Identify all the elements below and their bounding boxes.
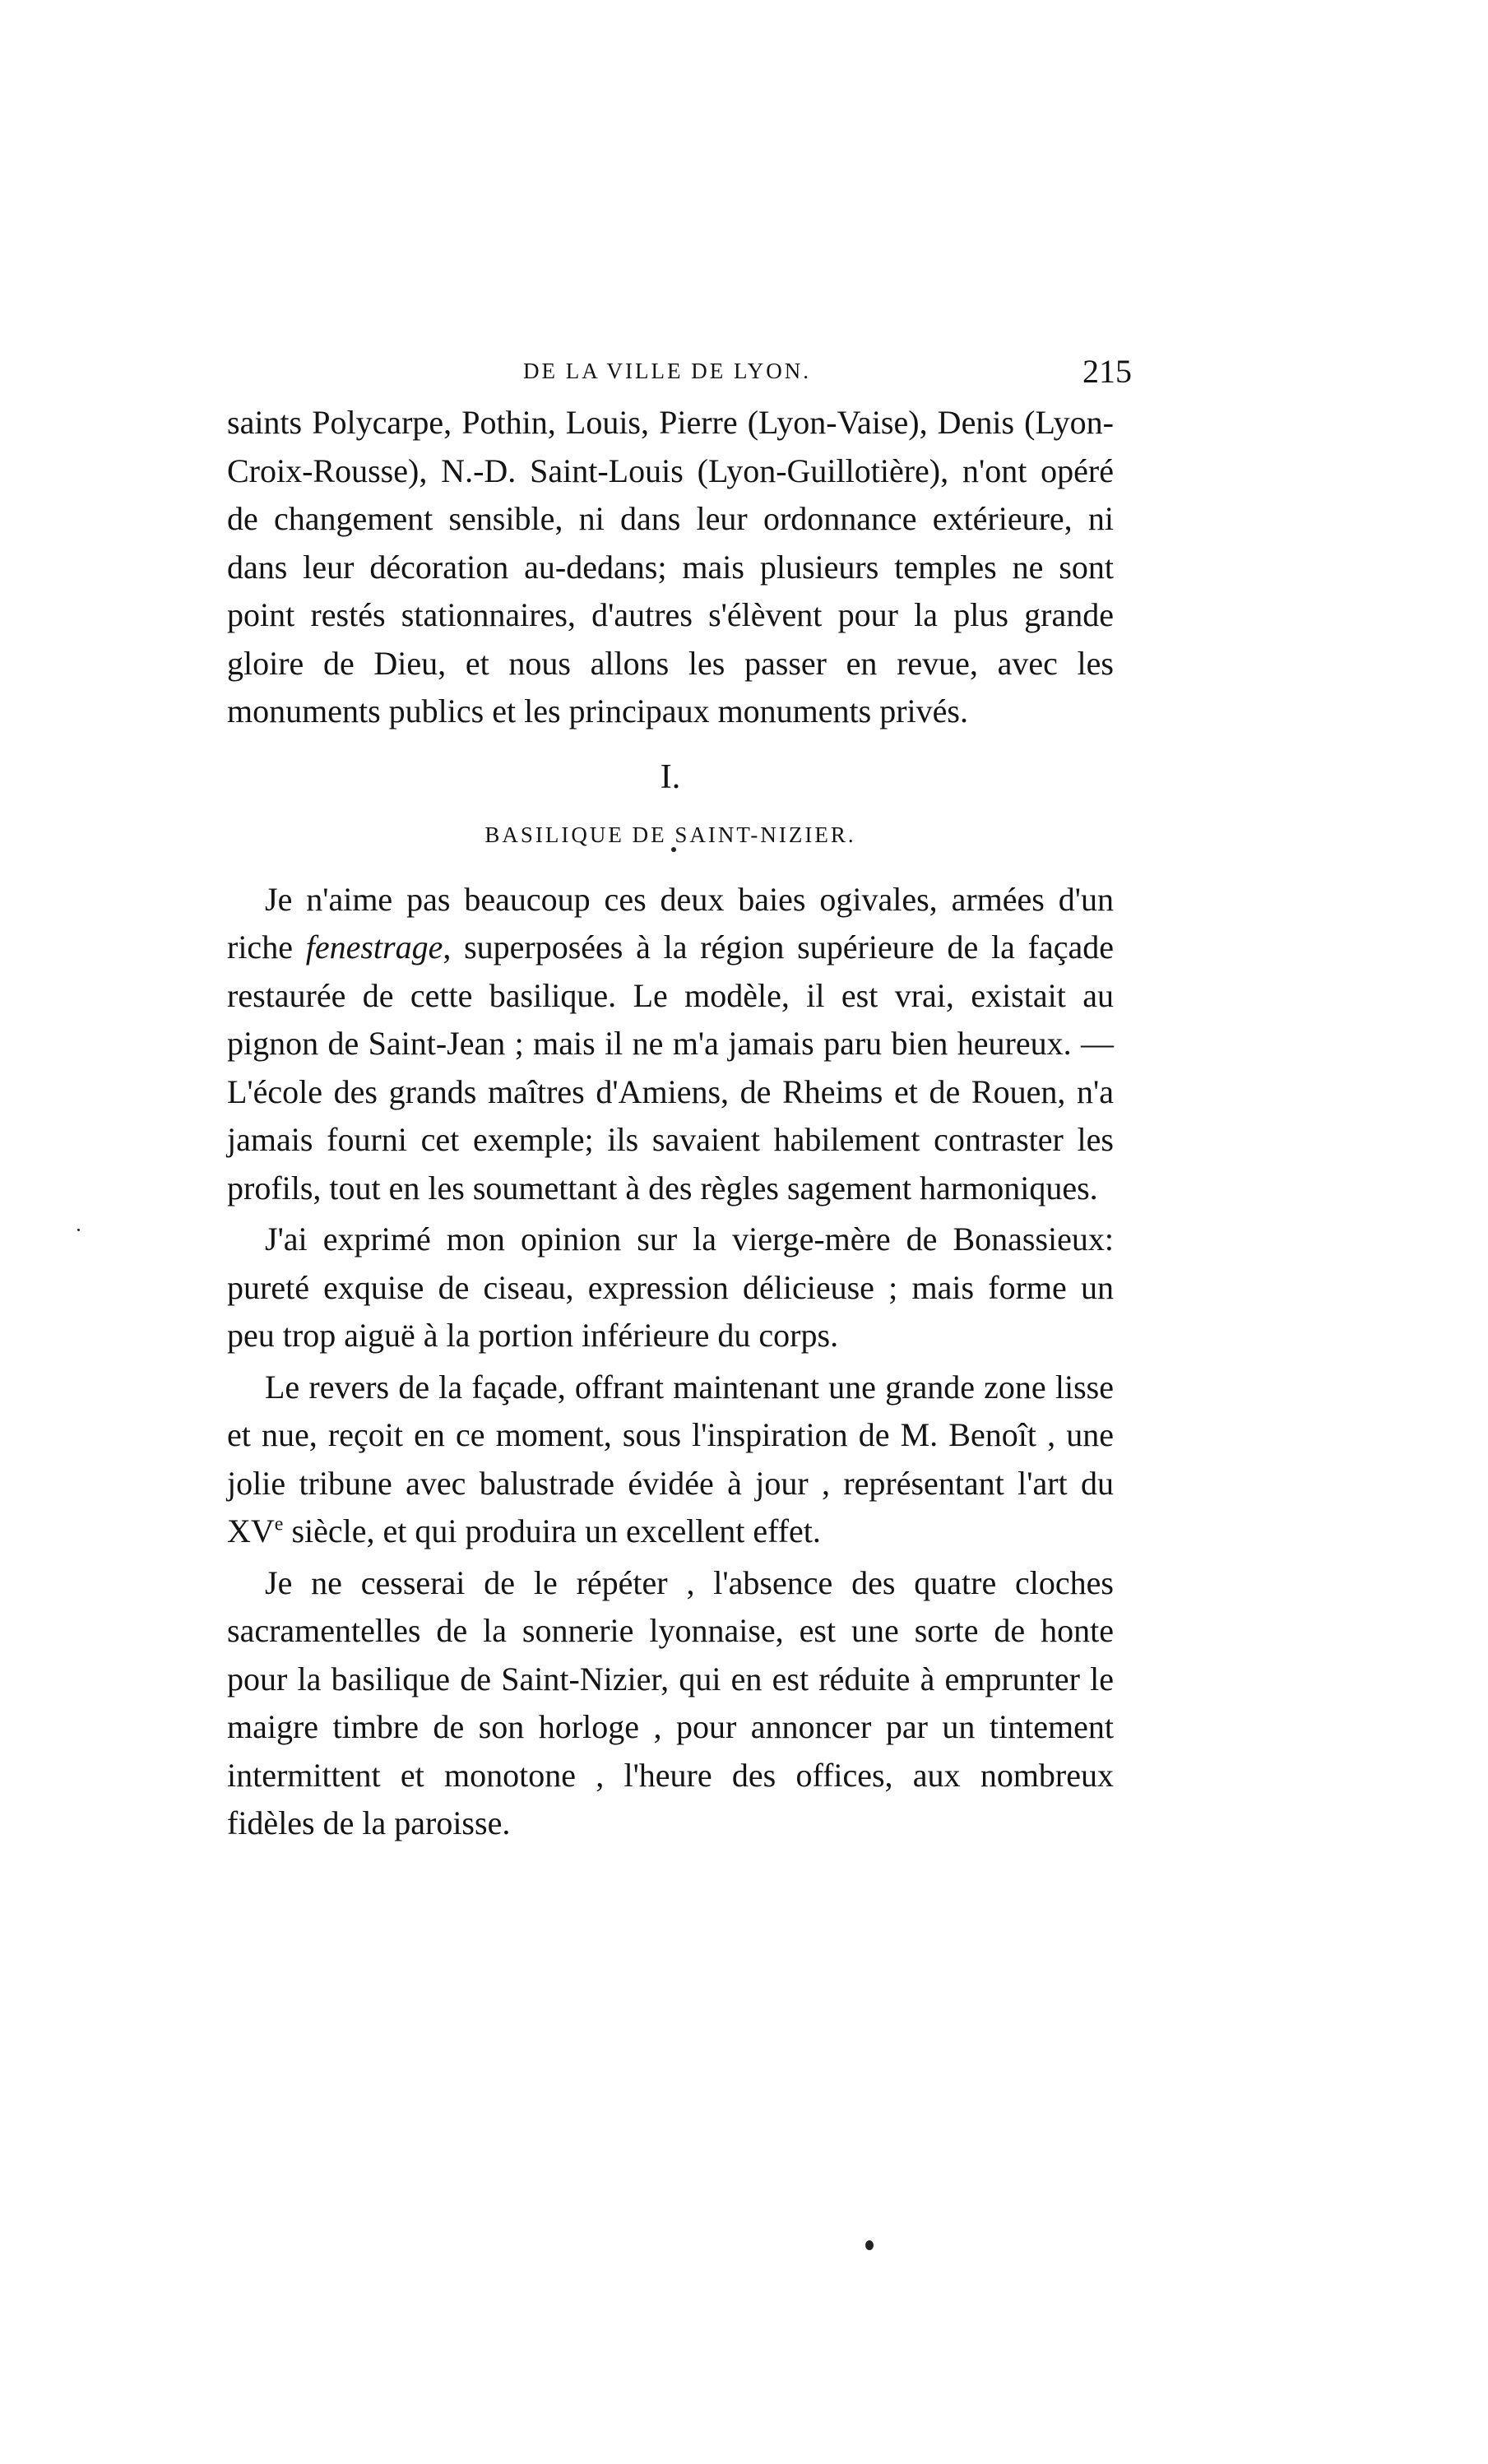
intro-paragraph: saints Polycarpe, Pothin, Louis, Pierre (Lyon-Vaise), Denis (Lyon-Croix-Rousse), N.-D. Saint-Louis (Lyon-Guillotière), n'ont opéré de changement sensible, ni dans leur ordonnance extérieure, ni dans leur décoration au-dedans; mais plusieurs temples ne sont point restés stationnaires, d'autres s'élèvent pour la plus grande gloire de Dieu, et nous allons les passer en revue, avec les monuments publics et les principaux monuments privés. — [227, 404, 1114, 729]
paragraph-facade-windows-text-b: , superposées à la région supérieure de la façade restaurée de cette basilique. Le modèle, il est vrai, existait au pignon de Saint-Jean ; mais il ne m'a jamais paru bien heureux. — L'école des grands maîtres d'Amiens, de Rheims et de Rouen, n'a jamais fourni cet exemple; ils savaient habilement contraster les profils, tout en les soumettant à des règles sagement harmoniques. — [227, 929, 1114, 1207]
paragraph-tribune — [227, 1364, 1114, 1556]
running-title: DE LA VILLE DE LYON. — [523, 359, 811, 383]
ink-speck — [865, 2240, 874, 2250]
paragraph-virgin-statue: J'ai exprimé mon opinion sur la vierge-mère de Bonassieux: pureté exquise de ciseau, expression délicieuse ; mais forme un peu trop aiguë à la portion inférieure du corps. — [227, 1220, 1114, 1354]
section-title: BASILIQUE DE SAINT-NIZIER. — [484, 822, 856, 847]
ink-speck — [671, 847, 676, 852]
paragraph-facade-windows — [227, 876, 1114, 1213]
paragraph-facade-windows-text-a: Je n'aime pas beaucoup ces deux baies ogivales, armées d'un riche — [227, 880, 1114, 966]
section-number: I. — [660, 757, 681, 796]
paragraph-tribune-text-a: Le revers de la façade, offrant maintenant une grande zone lisse et nue, reçoit en ce moment, sous l'inspiration de M. Benoît , une jolie tribune avec balustrade évidée à jour , représentant l'art du XV — [227, 1368, 1114, 1549]
body-text — [227, 399, 1114, 1848]
paragraph-tribune-text-b: siècle, et qui produira un excellent effet. — [283, 1512, 821, 1549]
paragraph-facade-windows-italic: fenestrage — [305, 929, 443, 966]
running-head — [227, 352, 1132, 393]
paragraph-bells: Je ne cesserai de le répéter , l'absence des quatre cloches sacramentelles de la sonnerie lyonnaise, est une sorte de honte pour la basilique de Saint-Nizier, qui en est réduite à emprunter le maigre timbre de son horloge , pour annoncer par un tintement intermittent et monotone , l'heure des offices, aux nombreux fidèles de la paroisse. — [227, 1563, 1114, 1841]
paragraph-tribune-superscript: e — [274, 1513, 284, 1535]
ink-speck — [77, 1229, 80, 1231]
page-number: 215 — [1082, 353, 1132, 390]
